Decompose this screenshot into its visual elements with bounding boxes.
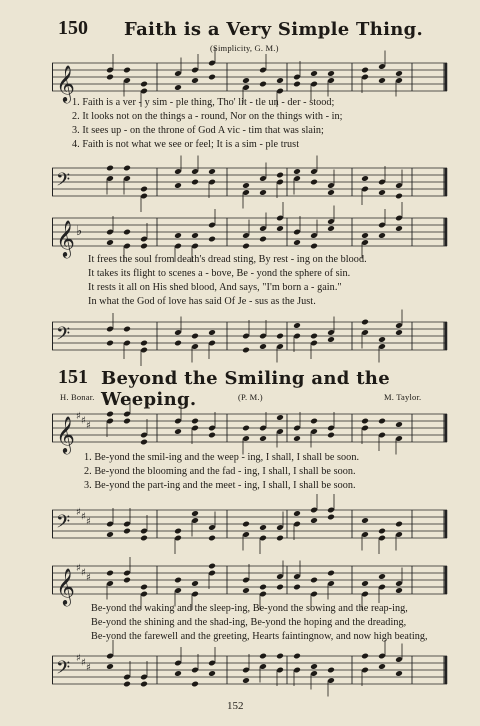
hymn-150-verse-line-4: 4. Faith is not what we see or feel; It is a sim - ple trust bbox=[72, 139, 300, 150]
hymn-151-bass-staff-1 bbox=[52, 504, 447, 548]
note-head-icon bbox=[242, 182, 250, 189]
note-head-icon bbox=[208, 329, 216, 336]
hymn-151-refrain-line-2: Be-yond the shining and the shad-ing, Be-yond the hoping and the dreading, bbox=[91, 617, 407, 628]
hymn-151-meter: (P. M.) bbox=[238, 392, 263, 402]
note-head-icon bbox=[174, 670, 182, 677]
note-head-icon bbox=[310, 517, 318, 524]
note-head-icon bbox=[327, 189, 335, 196]
note-head-icon bbox=[191, 418, 199, 425]
note-head-icon bbox=[191, 580, 199, 587]
key-sharp-icon: ♯ bbox=[86, 572, 91, 584]
note-head-icon bbox=[378, 528, 386, 535]
note-head-icon bbox=[140, 535, 148, 542]
key-sharp-icon: ♯ bbox=[76, 507, 81, 518]
hymn-151-author: H. Bonar. bbox=[60, 392, 95, 402]
note-head-icon bbox=[327, 570, 335, 577]
note-head-icon bbox=[327, 70, 335, 77]
note-head-icon bbox=[395, 421, 403, 428]
note-head-icon bbox=[140, 340, 148, 347]
note-head-icon bbox=[174, 84, 182, 91]
note-head-icon bbox=[106, 570, 114, 577]
clef-icon: 𝄢 bbox=[56, 324, 71, 349]
key-flat-icon: ♭ bbox=[76, 224, 83, 239]
note-head-icon bbox=[242, 425, 250, 432]
note-head-icon bbox=[395, 670, 403, 677]
hymn-150-refrain-line-1: It frees the soul from death's dread sting, By rest - ing on the blood. bbox=[88, 254, 367, 265]
note-head-icon bbox=[310, 577, 318, 584]
note-head-icon bbox=[140, 681, 148, 688]
note-head-icon bbox=[310, 243, 318, 250]
note-head-icon bbox=[208, 74, 216, 81]
note-head-icon bbox=[378, 573, 386, 580]
note-head-icon bbox=[106, 411, 114, 418]
note-head-icon bbox=[395, 587, 403, 594]
hymn-151-title: Beyond the Smiling and the Weeping. bbox=[101, 368, 390, 410]
hymn-151-number: 151 bbox=[58, 366, 88, 388]
note-head-icon bbox=[276, 225, 284, 232]
note-head-icon bbox=[242, 243, 250, 250]
note-head-icon bbox=[361, 418, 369, 425]
note-head-icon bbox=[174, 232, 182, 239]
note-head-icon bbox=[174, 577, 182, 584]
key-sharp-icon: ♯ bbox=[81, 657, 86, 669]
page-number: 152 bbox=[227, 700, 244, 712]
key-sharp-icon: ♯ bbox=[86, 420, 91, 432]
note-head-icon bbox=[123, 67, 131, 74]
note-head-icon bbox=[259, 81, 267, 88]
note-head-icon bbox=[174, 182, 182, 189]
note-head-icon bbox=[378, 189, 386, 196]
clef-icon: 𝄞 bbox=[56, 415, 75, 453]
hymn-151-refrain-line-3: Be-yond the farewell and the greeting, Hearts faintingnow, and now high beating, bbox=[91, 631, 428, 642]
key-sharp-icon: ♯ bbox=[76, 563, 81, 574]
hymn-150-verse-line-2: 2. It looks not on the things a - round, Nor on the things with - in; bbox=[72, 111, 343, 122]
note-head-icon bbox=[242, 521, 250, 528]
note-head-icon bbox=[259, 584, 267, 591]
hymn-151-treble-staff-1 bbox=[52, 408, 447, 452]
note-head-icon bbox=[310, 663, 318, 670]
hymn-151-treble-staff-2 bbox=[52, 560, 447, 604]
note-head-icon bbox=[310, 70, 318, 77]
note-head-icon bbox=[191, 333, 199, 340]
note-head-icon bbox=[276, 77, 284, 84]
note-head-icon bbox=[106, 663, 114, 670]
note-head-icon bbox=[123, 577, 131, 584]
hymn-150-refrain-line-2: It takes its flight to scenes a - bove, Be - yond the sphere of sin. bbox=[88, 268, 351, 279]
hymn-150-bass-staff-2 bbox=[52, 316, 447, 360]
clef-icon: 𝄢 bbox=[56, 170, 71, 195]
note-head-icon bbox=[276, 584, 284, 591]
note-head-icon bbox=[276, 333, 284, 340]
note-head-icon bbox=[293, 435, 301, 442]
note-head-icon bbox=[106, 74, 114, 81]
note-head-icon bbox=[123, 418, 131, 425]
note-head-icon bbox=[259, 189, 267, 196]
note-head-icon bbox=[242, 677, 250, 684]
note-head-icon bbox=[106, 531, 114, 538]
note-head-icon bbox=[276, 653, 284, 660]
hymn-151-composer: M. Taylor. bbox=[384, 392, 422, 402]
note-head-icon bbox=[174, 428, 182, 435]
note-head-icon bbox=[293, 510, 301, 517]
clef-icon: 𝄢 bbox=[56, 512, 71, 537]
note-head-icon bbox=[361, 67, 369, 74]
note-head-icon bbox=[276, 535, 284, 542]
key-sharp-icon: ♯ bbox=[76, 653, 81, 664]
note-head-icon bbox=[395, 193, 403, 200]
note-head-icon bbox=[361, 517, 369, 524]
note-head-icon bbox=[293, 584, 301, 591]
note-head-icon bbox=[208, 236, 216, 243]
note-head-icon bbox=[361, 653, 369, 660]
note-head-icon bbox=[191, 510, 199, 517]
clef-icon: 𝄞 bbox=[56, 219, 75, 257]
note-head-icon bbox=[293, 653, 301, 660]
note-head-icon bbox=[208, 168, 216, 175]
hymn-151-verse-line-2: 2. Be-yond the blooming and the fad - ing, I shall, I shall be soon. bbox=[84, 466, 356, 477]
note-head-icon bbox=[327, 514, 335, 521]
note-head-icon bbox=[361, 175, 369, 182]
note-head-icon bbox=[208, 670, 216, 677]
note-head-icon bbox=[327, 225, 335, 232]
clef-icon: 𝄢 bbox=[56, 658, 71, 683]
clef-icon: 𝄞 bbox=[56, 64, 75, 102]
hymn-150-refrain-line-4: In what the God of love has said Of Je - sus as the Just. bbox=[88, 296, 316, 307]
note-head-icon bbox=[276, 172, 284, 179]
key-sharp-icon: ♯ bbox=[81, 511, 86, 523]
note-head-icon bbox=[259, 343, 267, 350]
note-head-icon bbox=[378, 663, 386, 670]
note-head-icon bbox=[123, 326, 131, 333]
note-head-icon bbox=[259, 524, 267, 531]
key-sharp-icon: ♯ bbox=[81, 567, 86, 579]
key-sharp-icon: ♯ bbox=[86, 516, 91, 528]
hymn-151-bass-staff-2 bbox=[52, 650, 447, 694]
hymn-151-verse-line-1: 1. Be-yond the smil-ing and the weep - ing, I shall, I shall be soon. bbox=[84, 452, 360, 463]
note-head-icon bbox=[259, 236, 267, 243]
note-head-icon bbox=[174, 528, 182, 535]
note-head-icon bbox=[191, 681, 199, 688]
note-head-icon bbox=[310, 333, 318, 340]
note-head-icon bbox=[106, 165, 114, 172]
note-head-icon bbox=[242, 347, 250, 354]
hymn-150-title: Faith is a Very Simple Thing. bbox=[124, 19, 424, 40]
note-head-icon bbox=[276, 414, 284, 421]
note-head-icon bbox=[378, 336, 386, 343]
note-head-icon bbox=[310, 418, 318, 425]
note-head-icon bbox=[174, 340, 182, 347]
key-sharp-icon: ♯ bbox=[76, 411, 81, 422]
note-head-icon bbox=[123, 165, 131, 172]
note-head-icon bbox=[395, 70, 403, 77]
key-sharp-icon: ♯ bbox=[86, 662, 91, 674]
note-head-icon bbox=[378, 232, 386, 239]
note-head-icon bbox=[327, 667, 335, 674]
clef-icon: 𝄞 bbox=[56, 567, 75, 605]
note-head-icon bbox=[378, 418, 386, 425]
note-head-icon bbox=[140, 81, 148, 88]
note-head-icon bbox=[293, 322, 301, 329]
hymn-150-bass-staff-1 bbox=[52, 162, 447, 206]
note-head-icon bbox=[293, 168, 301, 175]
note-head-icon bbox=[361, 319, 369, 326]
note-head-icon bbox=[395, 521, 403, 528]
note-head-icon bbox=[259, 653, 267, 660]
note-head-icon bbox=[395, 329, 403, 336]
note-head-icon bbox=[327, 336, 335, 343]
hymn-150-tune: (Simplicity, G. M.) bbox=[210, 43, 279, 53]
key-sharp-icon: ♯ bbox=[81, 415, 86, 427]
note-head-icon bbox=[123, 681, 131, 688]
note-head-icon bbox=[208, 563, 216, 570]
note-head-icon bbox=[140, 439, 148, 446]
note-head-icon bbox=[123, 528, 131, 535]
hymn-151-refrain-line-1: Be-yond the waking and the sleep-ing, Be-yond the sowing and the reap-ing, bbox=[91, 603, 408, 614]
note-head-icon bbox=[140, 243, 148, 250]
note-head-icon bbox=[123, 229, 131, 236]
note-head-icon bbox=[310, 179, 318, 186]
note-head-icon bbox=[242, 587, 250, 594]
note-head-icon bbox=[140, 584, 148, 591]
hymn-150-treble-staff-1 bbox=[52, 57, 447, 101]
hymn-150-verse-line-3: 3. It sees up - on the throne of God A vic - tim that was slain; bbox=[72, 125, 324, 136]
note-head-icon bbox=[361, 580, 369, 587]
note-head-icon bbox=[106, 239, 114, 246]
note-head-icon bbox=[208, 432, 216, 439]
note-head-icon bbox=[191, 77, 199, 84]
note-head-icon bbox=[140, 186, 148, 193]
note-head-icon bbox=[242, 77, 250, 84]
note-head-icon bbox=[293, 81, 301, 88]
note-head-icon bbox=[378, 77, 386, 84]
note-head-icon bbox=[361, 232, 369, 239]
note-head-icon bbox=[327, 432, 335, 439]
note-head-icon bbox=[208, 535, 216, 542]
note-head-icon bbox=[191, 232, 199, 239]
hymn-150-number: 150 bbox=[58, 17, 88, 39]
hymn-150-treble-staff-2 bbox=[52, 212, 447, 256]
note-head-icon bbox=[395, 225, 403, 232]
hymn-151-verse-line-3: 3. Be-yond the part-ing and the meet - ing, I shall, I shall be soon. bbox=[84, 480, 356, 491]
note-head-icon bbox=[191, 179, 199, 186]
hymn-150-refrain-line-3: It rests it all on His shed blood, And says, "I'm born a - gain." bbox=[88, 282, 342, 293]
note-head-icon bbox=[293, 239, 301, 246]
hymn-150-verse-line-1: 1. Faith is a ver - y sim - ple thing, Tho' lit - tle un - der - stood; bbox=[72, 97, 335, 108]
note-head-icon bbox=[106, 340, 114, 347]
note-head-icon bbox=[259, 435, 267, 442]
